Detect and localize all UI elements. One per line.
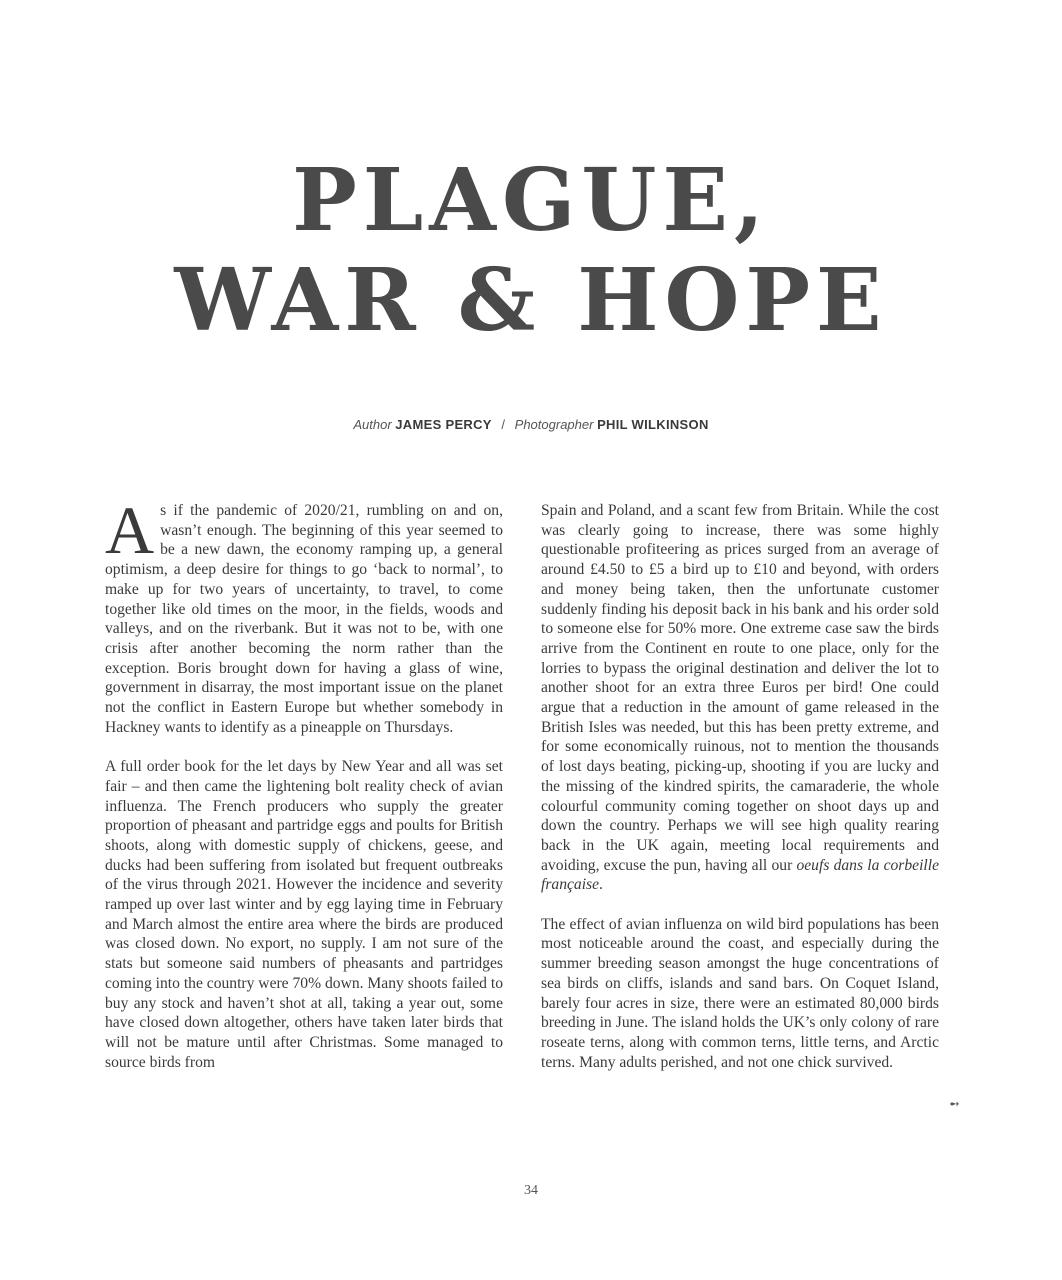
photographer-name: PHIL WILKINSON	[597, 417, 709, 432]
right-column	[541, 501, 939, 1092]
italic-phrase: oeufs dans la corbeille française	[541, 856, 940, 894]
article-title-line-2: WAR & HOPE	[174, 250, 888, 351]
byline	[0, 417, 1062, 432]
paragraph-end: .	[599, 876, 603, 894]
paragraph-text: Spain and Poland, and a scant few from Britain. While the cost was clearly going to increase, there was some highly questionable profiteering as prices surged from an average of around £4.50 to £5 a bird up to £10 and beyond, with orders and money being taken, then the unfortunate customer suddenly finding his deposit back in his bank and his order sold to someone else for 50% more. One extreme case saw the birds arrive from the Continent en route to one place, only for the lorries to bypass the original destination and deliver the lot to another shoot for an extra three Euros per bird! One could argue that a reduction in the amount of game released in the British Isles was needed, but this has been pretty extreme, and for some economically ruinous, not to mention the thousands of lost days beating, picking-up, shooting if you are lucky and the missing of the kindred spirits, the camaraderie, the whole colourful community coming together on shoot days up and down the country. Perhaps we will see high quality rearing back in the UK again, meeting local requirements and avoiding, excuse the pun, having all our	[541, 502, 939, 874]
byline-separator: /	[501, 417, 506, 432]
article-title-line-1: PLAGUE,	[292, 150, 770, 251]
paragraph	[541, 501, 939, 895]
continue-arrow-icon: ➻	[949, 1097, 960, 1112]
page-number: 34	[524, 1183, 538, 1198]
paragraph-text: s if the pandemic of 2020/21, rumbling on and on, wasn’t enough. The beginning of this year seemed to be a new dawn, the economy ramping up, a general optimism, a deep desire for things to go ‘back to normal’, to make up for two years of uncertainty, to travel, to come together like old times on the moor, in the fields, woods and valleys, and on the riverbank. But it was not to be, with one crisis after another becoming the norm rather than the exception. Boris brought down for having a glass of wine, government in disarray, the most important issue on the planet not the conflict in Eastern Europe but whether somebody in Hackney wants to identify as a pineapple on Thursdays.	[105, 502, 503, 736]
photographer-label: Photographer	[514, 417, 594, 432]
drop-cap: A	[105, 492, 155, 568]
author-name: JAMES PERCY	[395, 417, 492, 432]
paragraph: The effect of avian influenza on wild bird populations has been most noticeable around the coast, and especially during the summer breeding season amongst the huge concentrations of sea birds on cliffs, islands and sand bars. On Coquet Island, barely four acres in size, there were an estimated 80,000 birds breeding in June. The island holds the UK’s only colony of rare roseate terns, along with common terns, little terns, and Arctic terns. Many adults perished, and not one chick survived.	[541, 915, 939, 1071]
author-label: Author	[353, 417, 392, 432]
paragraph: A full order book for the let days by New Year and all was set fair – and then came the lightening bolt reality check of avian influenza. The French producers who supply the greater proportion of pheasant and partridge eggs and poults for British shoots, along with domestic supply of chickens, geese, and ducks had been suffering from isolated but frequent outbreaks of the virus through 2021. However the incidence and severity ramped up over last winter and by egg laying time in February and March almost the entire area where the birds are produced was closed down. No export, no supply. I am not sure of the stats but someone said numbers of pheasants and partridges coming into the country were 70% down. Many shoots failed to buy any stock and haven’t shot at all, taking a year out, some have closed down altogether, others have taken later birds that will not be mature until after Christmas. Some managed to source birds from	[105, 758, 503, 1071]
left-column	[105, 492, 503, 1092]
paragraph	[105, 492, 503, 737]
